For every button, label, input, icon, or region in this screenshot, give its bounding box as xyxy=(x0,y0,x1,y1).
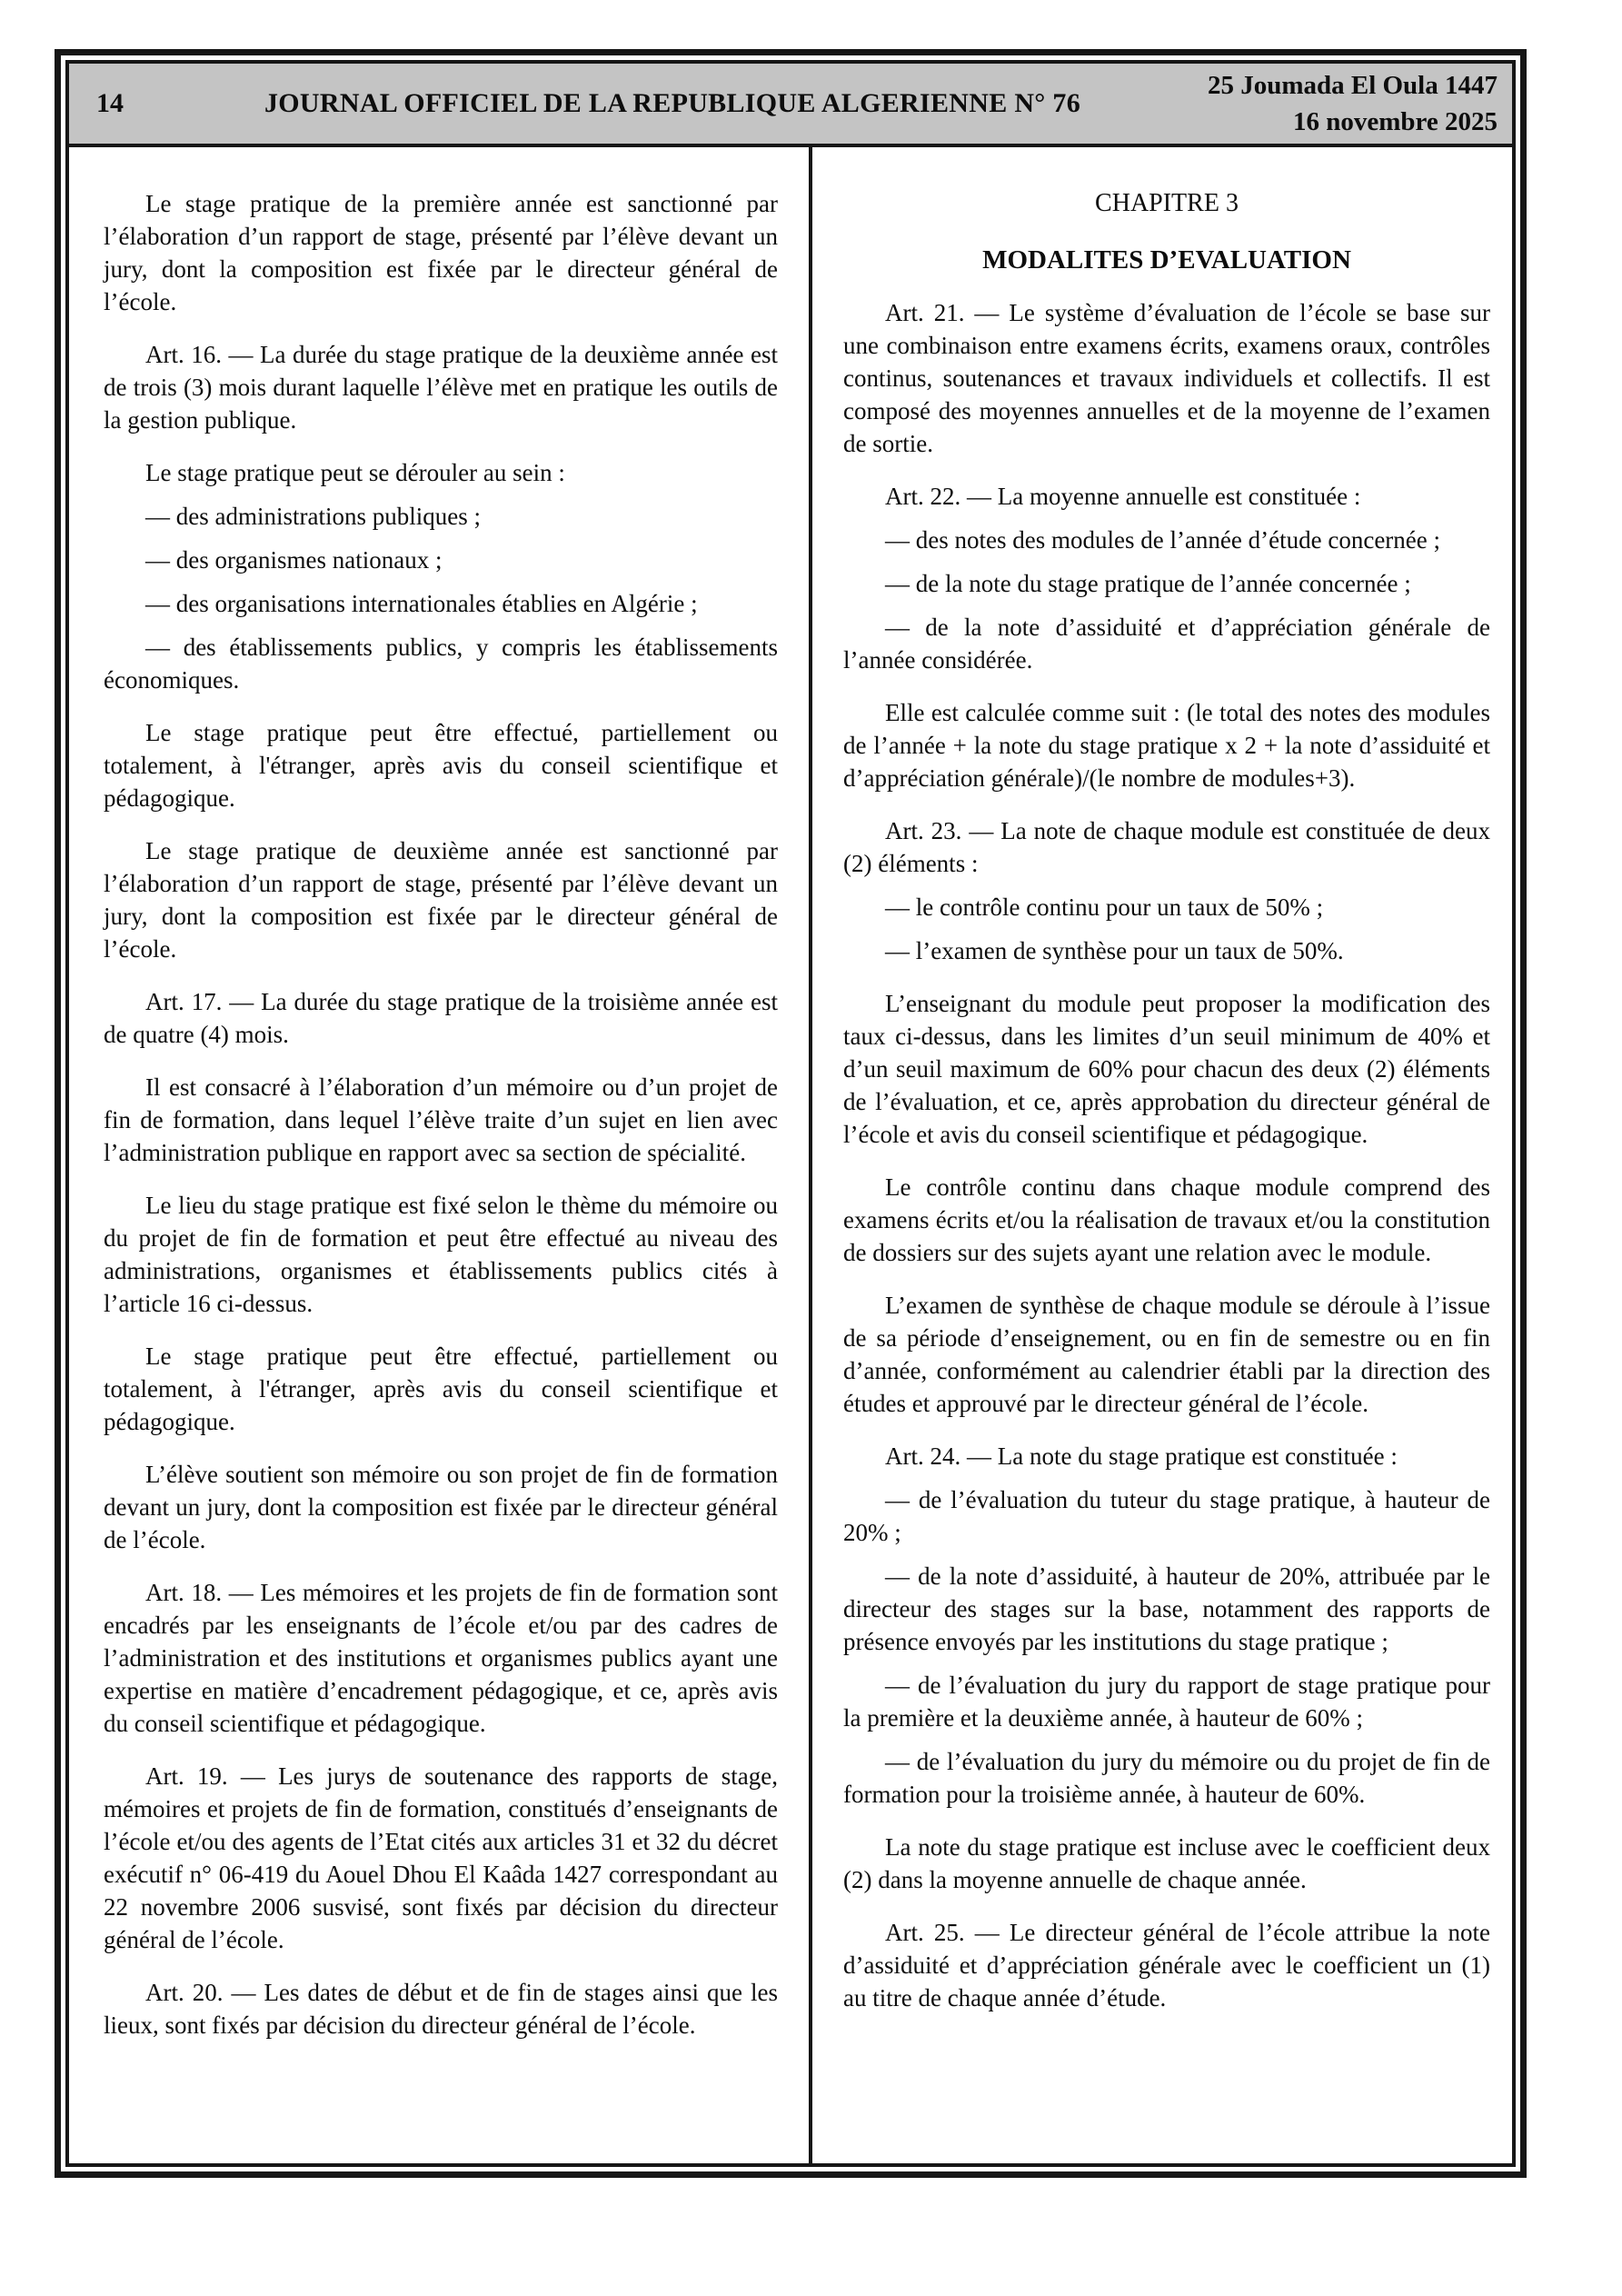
paragraph: Le stage pratique peut se dérouler au sein : xyxy=(145,459,565,486)
page-body xyxy=(69,147,1512,2163)
list-item: — de la note d’assiduité, à hauteur de 20%, attribuée par le directeur des stages sur la base, notamment des rapports de présence envoyés par les institutions du stage pratique ; xyxy=(843,1562,1490,1655)
paragraph: L’enseignant du module peut proposer la modification des taux ci-dessus, dans les limites d’un seuil minimum de 40% et d’un seuil maximum de 60% pour chacun des deux (2) éléments de l’évaluation, et ce, après approbation du directeur général de l’école et avis du conseil scientifique et pédagogique. xyxy=(843,990,1490,1148)
journal-title: JOURNAL OFFICIEL DE LA REPUBLIQUE ALGERIENNE N° 76 xyxy=(264,88,1080,118)
chapter-title: MODALITES D’EVALUATION xyxy=(982,245,1351,275)
paragraph: Art. 16. — La durée du stage pratique de la deuxième année est de trois (3) mois durant laquelle l’élève met en pratique les outils de la gestion publique. xyxy=(104,341,778,434)
paragraph: Art. 19. — Les jurys de soutenance des rapports de stage, mémoires et projets de fin de formation, constitués d’enseignants de l’école et/ou des agents de l’Etat cités aux articles 31 et 32 du décret exécutif n° 06-419 du Aouel Dhou El Kaâda 1427 correspondant au 22 novembre 2006 susvisé, sont fixés par décision du directeur général de l’école. xyxy=(104,1762,778,1953)
paragraph: Le stage pratique peut être effectué, partiellement ou totalement, à l'étranger, après avis du conseil scientifique et pédagogique. xyxy=(104,719,778,812)
right-column xyxy=(812,147,1512,2163)
list-item: — de l’évaluation du jury du mémoire ou du projet de fin de formation pour la troisième année, à hauteur de 60%. xyxy=(843,1748,1490,1808)
header-dates xyxy=(1121,67,1512,140)
paragraph: Art. 24. — La note du stage pratique est constituée : xyxy=(885,1442,1398,1470)
page-frame-inner xyxy=(65,60,1516,2167)
list-item: — des organisations internationales établies en Algérie ; xyxy=(145,590,698,617)
list-item: — des établissements publics, y compris les établissements économiques. xyxy=(104,634,778,694)
list-item: — de l’évaluation du tuteur du stage pratique, à hauteur de 20% ; xyxy=(843,1486,1490,1546)
paragraph: Art. 21. — Le système d’évaluation de l’école se base sur une combinaison entre examens écrits, examens oraux, contrôles continus, soutenances et travaux individuels et collectifs. Il est composé des moyennes annuelles et de la moyenne de l’examen de sortie. xyxy=(843,299,1490,457)
list-item: — des notes des modules de l’année d’étude concernée ; xyxy=(885,526,1441,554)
paragraph: Le contrôle continu dans chaque module comprend des examens écrits et/ou la réalisation de travaux et/ou la constitution de dossiers sur des sujets ayant une relation avec le module. xyxy=(843,1173,1490,1266)
paragraph: Art. 22. — La moyenne annuelle est constituée : xyxy=(885,483,1361,510)
paragraph: La note du stage pratique est incluse avec le coefficient deux (2) dans la moyenne annuelle de chaque année. xyxy=(843,1833,1490,1893)
list-item: — l’examen de synthèse pour un taux de 50%. xyxy=(885,937,1344,964)
paragraph: Le lieu du stage pratique est fixé selon le thème du mémoire ou du projet de fin de formation et peut être effectué au niveau des administrations, organismes et établissements publics cités à l’article 16 ci-dessus. xyxy=(104,1192,778,1317)
date-hijri: 25 Joumada El Oula 1447 xyxy=(1207,71,1498,100)
page-header xyxy=(69,64,1512,147)
list-item: — de la note du stage pratique de l’année concernée ; xyxy=(885,570,1411,597)
paragraph: Le stage pratique de deuxième année est sanctionné par l’élaboration d’un rapport de stage, présenté par l’élève devant un jury, dont la composition est fixée par le directeur général de l’école. xyxy=(104,837,778,963)
paragraph: Art. 25. — Le directeur général de l’école attribue la note d’assiduité et d’appréciation générale avec le coefficient un (1) au titre de chaque année d’étude. xyxy=(843,1919,1490,2011)
paragraph: Il est consacré à l’élaboration d’un mémoire ou d’un projet de fin de formation, dans lequel l’élève traite d’un sujet en lien avec l’administration publique en rapport avec sa section de spécialité. xyxy=(104,1073,778,1166)
list-item: — le contrôle continu pour un taux de 50% ; xyxy=(885,893,1324,921)
paragraph: L’élève soutient son mémoire ou son projet de fin de formation devant un jury, dont la composition est fixée par le directeur général de l’école. xyxy=(104,1461,778,1553)
list-item: — des organismes nationaux ; xyxy=(145,546,443,574)
page-number: 14 xyxy=(96,88,124,118)
paragraph: Art. 23. — La note de chaque module est constituée de deux (2) éléments : xyxy=(843,817,1490,877)
date-gregorian: 16 novembre 2025 xyxy=(1292,107,1498,136)
list-item: — de la note d’assiduité et d’appréciation générale de l’année considérée. xyxy=(843,614,1490,674)
paragraph: Art. 18. — Les mémoires et les projets de fin de formation sont encadrés par les enseignants de l’école et/ou par des cadres de l’administration et des institutions et organismes publics ayant une expertise en matière d’encadrement pédagogique, et ce, après avis du conseil scientifique et pédagogique. xyxy=(104,1579,778,1737)
paragraph: Elle est calculée comme suit : (le total des notes des modules de l’année + la note du stage pratique x 2 + la note d’assiduité et d’appréciation générale)/(le nombre de modules+3). xyxy=(843,699,1490,792)
page-frame xyxy=(55,49,1527,2178)
list-item: — de l’évaluation du jury du rapport de stage pratique pour la première et la deuxième année, à hauteur de 60% ; xyxy=(843,1672,1490,1732)
list-item: — des administrations publiques ; xyxy=(145,503,481,530)
paragraph: L’examen de synthèse de chaque module se déroule à l’issue de sa période d’enseignement, ou en fin de semestre ou en fin d’année, conformément au calendrier établi par la direction des études et approuvé par le directeur général de l’école. xyxy=(843,1292,1490,1417)
paragraph: Art. 17. — La durée du stage pratique de la troisième année est de quatre (4) mois. xyxy=(104,988,778,1048)
paragraph: Art. 20. — Les dates de début et de fin de stages ainsi que les lieux, sont fixés par décision du directeur général de l’école. xyxy=(104,1979,778,2039)
paragraph: Le stage pratique peut être effectué, partiellement ou totalement, à l'étranger, après avis du conseil scientifique et pédagogique. xyxy=(104,1343,778,1435)
chapter-heading: CHAPITRE 3 xyxy=(1095,189,1239,217)
paragraph: Le stage pratique de la première année est sanctionné par l’élaboration d’un rapport de stage, présenté par l’élève devant un jury, dont la composition est fixée par le directeur général de l’école. xyxy=(104,190,778,315)
left-column xyxy=(69,147,812,2163)
